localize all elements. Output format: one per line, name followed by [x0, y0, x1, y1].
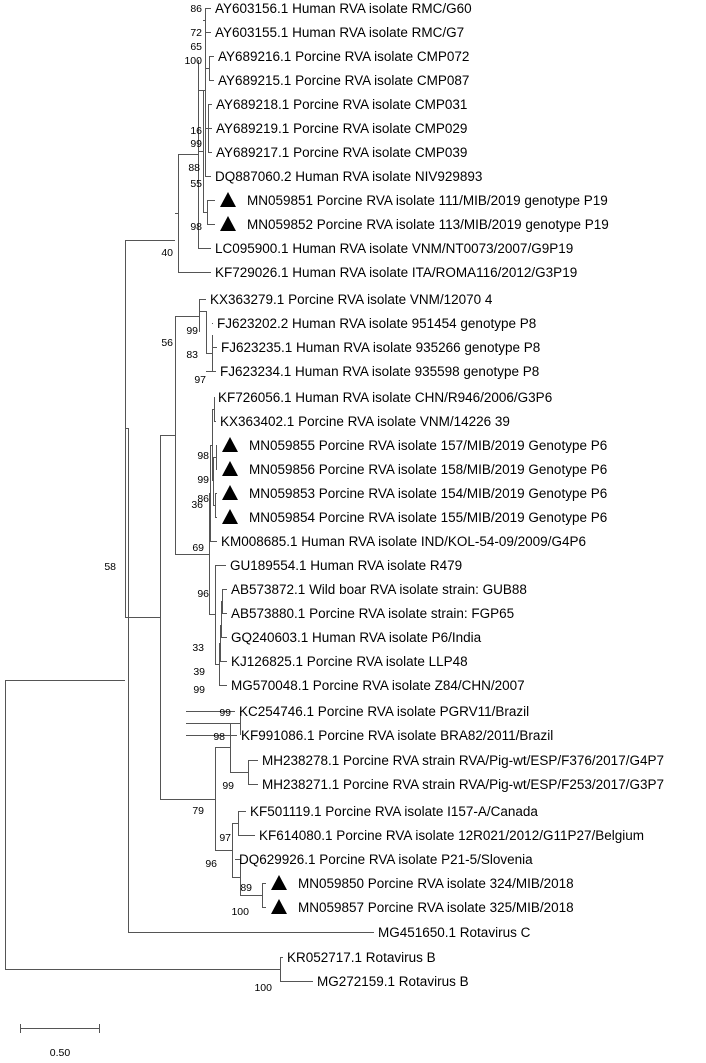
support-value: 89 — [240, 882, 252, 894]
leaf-label: KR052717.1 Rotavirus B — [287, 950, 436, 965]
support-value: 56 — [161, 337, 173, 349]
leaf-label: MH238278.1 Porcine RVA strain RVA/Pig-wt/ESP/F376/2017/G4P7 — [262, 753, 664, 768]
support-value: 96 — [197, 588, 209, 600]
leaf-label: MN059854 Porcine RVA isolate 155/MIB/2019 Genotype P6 — [249, 510, 608, 525]
scale-bar — [20, 1024, 100, 1059]
support-value: 100 — [254, 982, 272, 994]
leaf-label: FJ623235.1 Human RVA isolate 935266 genotype P8 — [221, 340, 541, 355]
leaf-label: MG570048.1 Porcine RVA isolate Z84/CHN/2007 — [231, 678, 525, 693]
support-value: 86 — [197, 493, 209, 505]
leaf-label: KF614080.1 Porcine RVA isolate 12R021/2012/G11P27/Belgium — [259, 828, 645, 843]
support-value: 99 — [219, 707, 231, 719]
support-value: 97 — [194, 374, 206, 386]
leaf-label: KF726056.1 Human RVA isolate CHN/R946/2006/G3P6 — [218, 390, 553, 405]
leaf-labels — [210, 1, 664, 989]
leaf-label: GQ240603.1 Human RVA isolate P6/India — [231, 630, 482, 645]
leaf-label: FJ623202.2 Human RVA isolate 951454 genotype P8 — [217, 316, 537, 331]
triangle-marker-icon — [222, 461, 238, 476]
support-value: 55 — [190, 178, 202, 190]
leaf-label: MN059855 Porcine RVA isolate 157/MIB/2019 Genotype P6 — [249, 438, 608, 453]
support-value: 99 — [222, 780, 234, 792]
leaf-label: AY689216.1 Porcine RVA isolate CMP072 — [218, 49, 470, 64]
leaf-label: MN059852 Porcine RVA isolate 113/MIB/2019 genotype P19 — [247, 217, 609, 232]
support-value: 99 — [190, 138, 202, 150]
leaf-label: LC095900.1 Human RVA isolate VNM/NT0073/2007/G9P19 — [215, 241, 574, 256]
support-value: 39 — [193, 666, 205, 678]
triangle-marker-icon — [222, 437, 238, 452]
scale-bar-label: 0.50 — [49, 1047, 71, 1059]
leaf-label: MN059851 Porcine RVA isolate 111/MIB/2019 genotype P19 — [247, 193, 608, 208]
leaf-label: AY689218.1 Porcine RVA isolate CMP031 — [216, 97, 468, 112]
support-value: 98 — [213, 731, 225, 743]
support-value: 99 — [193, 684, 205, 696]
support-value: 65 — [190, 41, 202, 53]
support-value: 69 — [192, 542, 204, 554]
leaf-label: AY689217.1 Porcine RVA isolate CMP039 — [216, 145, 468, 160]
leaf-label: AY603156.1 Human RVA isolate RMC/G60 — [215, 1, 472, 16]
support-value: 97 — [219, 832, 231, 844]
leaf-label: AY689215.1 Porcine RVA isolate CMP087 — [218, 73, 470, 88]
support-value: 98 — [190, 221, 202, 233]
support-value: 79 — [192, 805, 204, 817]
leaf-label: MN059856 Porcine RVA isolate 158/MIB/2019 Genotype P6 — [249, 462, 608, 477]
leaf-label: MN059850 Porcine RVA isolate 324/MIB/2018 — [298, 876, 574, 891]
leaf-label: KF729026.1 Human RVA isolate ITA/ROMA116/2012/G3P19 — [215, 265, 578, 280]
support-value: 100 — [184, 55, 202, 67]
leaf-label: AY603155.1 Human RVA isolate RMC/G7 — [215, 25, 465, 40]
support-value: 16 — [190, 125, 202, 137]
support-value: 100 — [231, 906, 249, 918]
leaf-label: MN059857 Porcine RVA isolate 325/MIB/2018 — [298, 900, 574, 915]
triangle-marker-icon — [220, 216, 236, 231]
triangle-marker-icon — [220, 192, 236, 207]
triangle-marker-icon — [271, 875, 287, 890]
leaf-label: KF501119.1 Porcine RVA isolate I157-A/Canada — [250, 804, 538, 819]
leaf-label: DQ887060.2 Human RVA isolate NIV929893 — [215, 169, 483, 184]
triangle-marker-icon — [222, 509, 238, 524]
leaf-label: KM008685.1 Human RVA isolate IND/KOL-54-09/2009/G4P6 — [221, 534, 586, 549]
support-value: 83 — [186, 349, 198, 361]
leaf-label: KF991086.1 Porcine RVA isolate BRA82/2011/Brazil — [241, 728, 554, 743]
leaf-label: FJ623234.1 Human RVA isolate 935598 genotype P8 — [220, 364, 540, 379]
leaf-label: AB573872.1 Wild boar RVA isolate strain: GUB88 — [231, 582, 527, 597]
support-value: 88 — [188, 162, 200, 174]
leaf-label: GU189554.1 Human RVA isolate R479 — [230, 558, 463, 573]
support-value: 72 — [190, 27, 202, 39]
leaf-label: DQ629926.1 Porcine RVA isolate P21-5/Slovenia — [239, 852, 533, 867]
leaf-label: MG451650.1 Rotavirus C — [378, 925, 531, 940]
leaf-label: MH238271.1 Porcine RVA strain RVA/Pig-wt/ESP/F253/2017/G3P7 — [262, 777, 664, 792]
leaf-label: KJ126825.1 Porcine RVA isolate LLP48 — [231, 654, 468, 669]
support-value: 99 — [186, 325, 198, 337]
leaf-label: KX363402.1 Porcine RVA isolate VNM/14226 39 — [220, 414, 510, 429]
leaf-label: MN059853 Porcine RVA isolate 154/MIB/2019 Genotype P6 — [249, 486, 608, 501]
support-value: 98 — [197, 450, 209, 462]
leaf-label: MG272159.1 Rotavirus B — [317, 974, 469, 989]
support-value: 58 — [104, 561, 116, 573]
leaf-label: KC254746.1 Porcine RVA isolate PGRV11/Brazil — [239, 704, 530, 719]
triangle-marker-icon — [271, 899, 287, 914]
support-value: 96 — [205, 858, 217, 870]
leaf-label: AY689219.1 Porcine RVA isolate CMP029 — [216, 121, 468, 136]
support-value: 33 — [192, 642, 204, 654]
triangle-marker-icon — [222, 485, 238, 500]
support-value: 99 — [197, 474, 209, 486]
support-value: 36 — [191, 499, 203, 511]
support-value: 86 — [190, 3, 202, 15]
support-value: 40 — [161, 247, 173, 259]
leaf-label: KX363279.1 Porcine RVA isolate VNM/12070 4 — [210, 292, 493, 307]
leaf-label: AB573880.1 Porcine RVA isolate strain: FGP65 — [231, 606, 515, 621]
